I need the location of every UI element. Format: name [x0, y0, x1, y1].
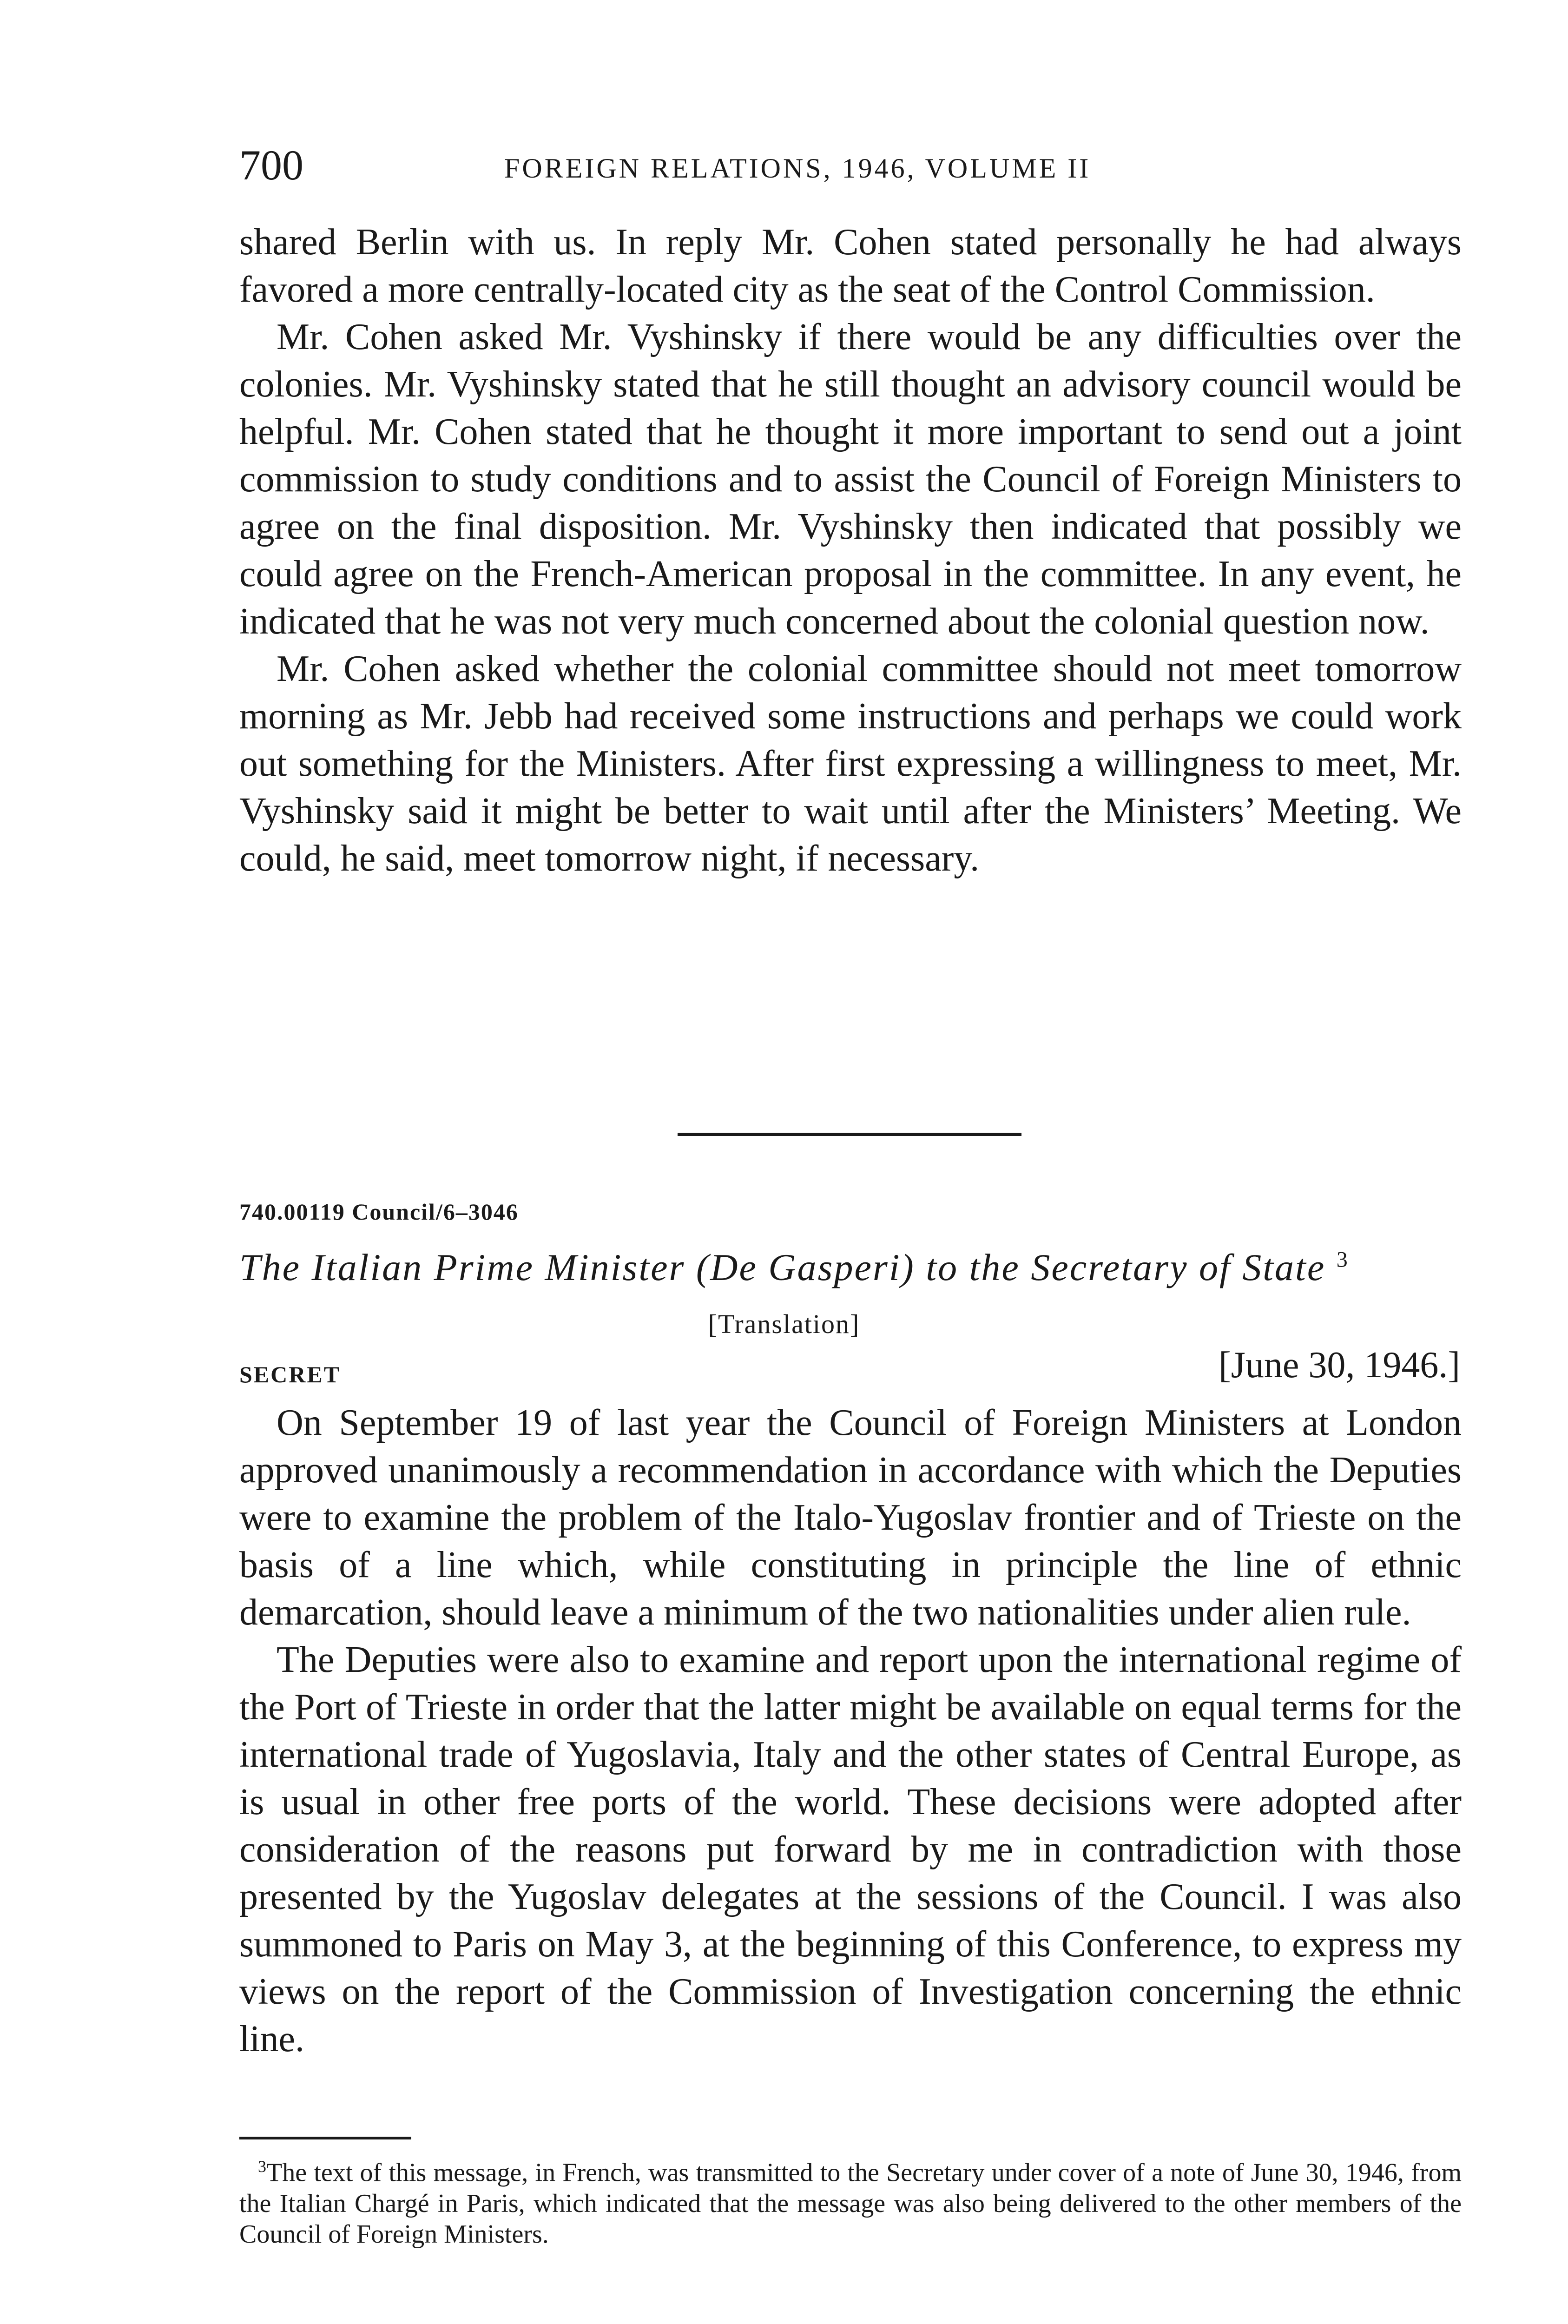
- translation-label: [Translation]: [708, 1309, 860, 1339]
- running-head: FOREIGN RELATIONS, 1946, VOLUME II: [504, 153, 1091, 184]
- footnote: [239, 2151, 1462, 2250]
- paragraph: shared Berlin with us. In reply Mr. Cohen stated personally he had always favored a more centrally-located city as the seat of the Control Commission.: [239, 222, 1462, 310]
- paragraph: Mr. Cohen asked Mr. Vyshinsky if there would be any difficulties over the colonies. Mr. Vyshinsky stated that he still thought an advisory council would be helpful. Mr. Cohen stated that he thought it more important to send out a joint commission to study conditions and to assist the Council of Foreign Ministers to agree on the final disposition. Mr. Vyshinsky then indicated that possibly we could agree on the French-American proposal in the committee. In any event, he indicated that he was not very much concerned about the colonial question now.: [239, 317, 1462, 642]
- classification-label: SECRET: [239, 1361, 341, 1387]
- document-title: [239, 1246, 1462, 1289]
- footnote-marker: 3: [258, 2157, 266, 2176]
- paragraph: On September 19 of last year the Council of Foreign Ministers at London approved unanimously a recommendation in accordance with which the Deputies were to examine the problem of the Italo-Yugoslav frontier and of Trieste on the basis of a line which, while constituting in principle the line of ethnic demarcation, should leave a minimum of the two nationalities under alien rule.: [239, 1402, 1462, 1633]
- continued-memorandum-text: [239, 218, 1462, 882]
- letter-body: [239, 1399, 1462, 2063]
- document-title-text: The Italian Prime Minister (De Gasperi) to the Secretary of State: [239, 1246, 1326, 1288]
- footnote-reference: 3: [1336, 1247, 1349, 1272]
- footnote-text: The text of this message, in French, was transmitted to the Secretary under cover of a note of June 30, 1946, from the Italian Chargé in Paris, which indicated that the message was also being delivered to the other members of the Council of Foreign Ministers.: [239, 2158, 1462, 2249]
- file-number: 740.00119 Council/6–3046: [239, 1199, 519, 1225]
- section-divider: [678, 1133, 1021, 1136]
- page-number: 700: [239, 141, 303, 189]
- paragraph: Mr. Cohen asked whether the colonial committee should not meet tomorrow morning as Mr. Jebb had received some instructions and perhaps we could work out something for the Ministers. After first expressing a willingness to meet, Mr. Vyshinsky said it might be better to wait until after the Ministers’ Meeting. We could, he said, meet tomorrow night, if necessary.: [239, 648, 1462, 879]
- page-header: [239, 139, 1462, 191]
- paragraph: The Deputies were also to examine and report upon the international regime of the Port of Trieste in order that the latter might be available on equal terms for the international trade of Yugoslavia, Italy and the other states of Central Europe, as is usual in other free ports of the world. These decisions were adopted after consideration of the reasons put forward by me in contradiction with those presented by the Yugoslav delegates at the sessions of the Council. I was also summoned to Paris on May 3, at the beginning of this Conference, to express my views on the report of the Commission of Investigation concerning the ethnic line.: [239, 1639, 1462, 2060]
- document-date: [June 30, 1946.]: [1219, 1345, 1460, 1386]
- footnote-divider: [239, 2137, 411, 2139]
